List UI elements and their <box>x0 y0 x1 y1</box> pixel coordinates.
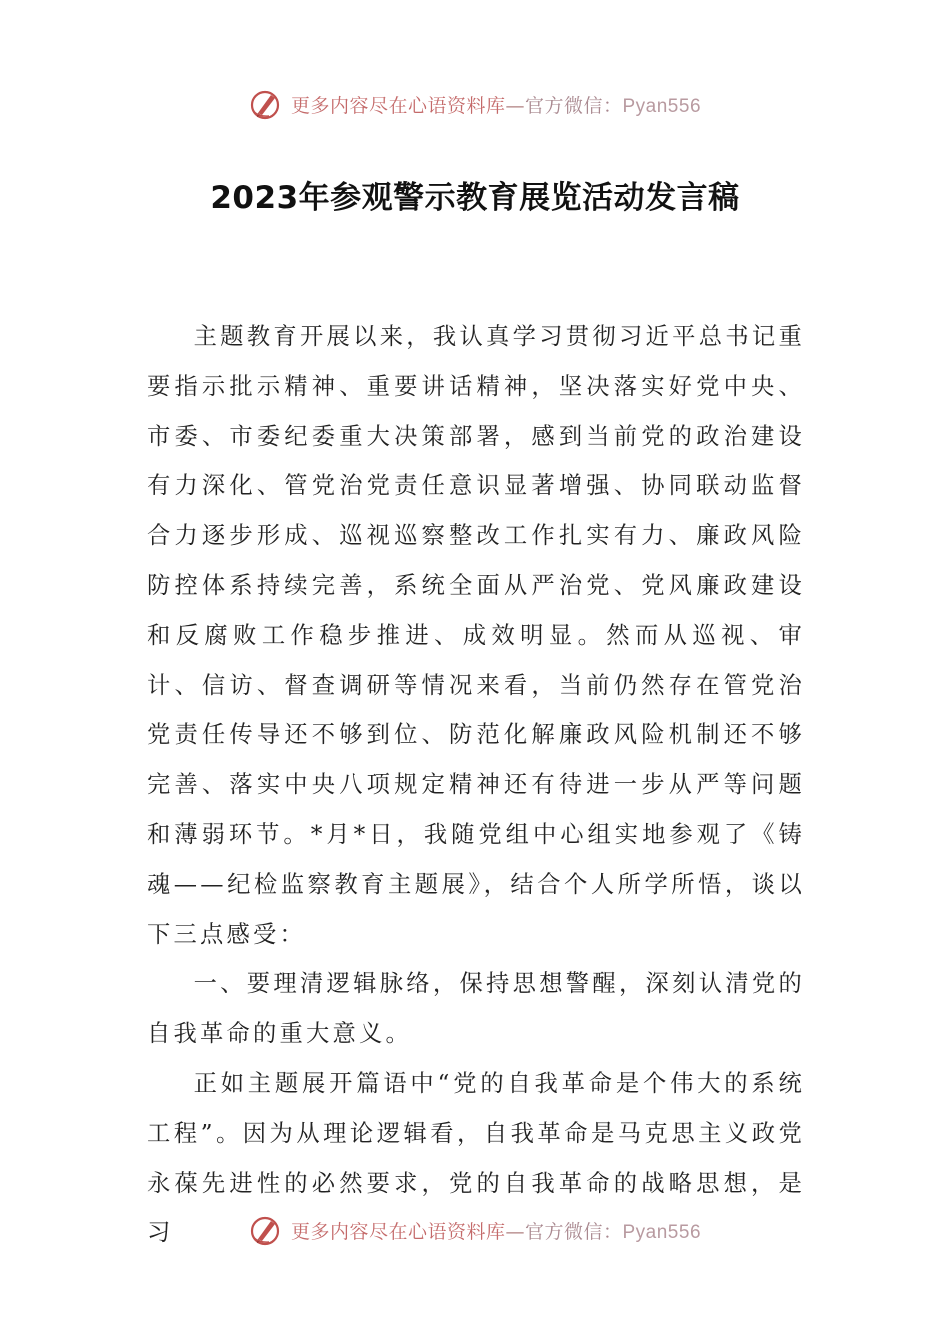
watermark-official: 官方微信： <box>524 1220 623 1243</box>
paragraph: 一、要理清逻辑脉络，保持思想警醒，深刻认清党的自我革命的重大意义。 <box>147 970 805 1048</box>
document-body <box>147 312 805 1258</box>
pen-circle-logo-icon <box>249 87 283 121</box>
paragraph: 正如主题展开篇语中“党的自我革命是个伟大的系统工程”。因为从理论逻辑看，自我革命是马克思主义政党永葆先进性的必然要求，党的自我革命的战略思想，是习 <box>147 1069 805 1247</box>
watermark-footer <box>0 1208 950 1252</box>
document-title: 2023年参观警示教育展览活动发言稿 <box>210 180 740 216</box>
pen-circle-logo-icon <box>249 1213 283 1247</box>
watermark-text <box>291 1217 701 1244</box>
watermark-text <box>291 91 701 118</box>
watermark-account: Pyan556 <box>622 1221 702 1243</box>
watermark-main: 更多内容尽在心语资料库 <box>290 94 506 117</box>
watermark-account: Pyan556 <box>622 95 702 117</box>
watermark-separator: — <box>505 1220 525 1243</box>
watermark-official: 官方微信： <box>524 94 623 117</box>
watermark-main: 更多内容尽在心语资料库 <box>290 1220 506 1243</box>
paragraph: 主题教育开展以来，我认真学习贯彻习近平总书记重要指示批示精神、重要讲话精神，坚决落实好党中央、市委、市委纪委重大决策部署，感到当前党的政治建设有力深化、管党治党责任意识显著增强、协同联动监督合力逐步形成、巡视巡察整改工作扎实有力、廉政风险防控体系持续完善，系统全面从严治党、党风廉政建设和反腐败工作稳步推进、成效明显。然而从巡视、审计、信访、督查调研等情况来看，当前仍然存在管党治党责任传导还不够到位、防范化解廉政风险机制还不够完善、落实中央八项规定精神还有待进一步从严等问题和薄弱环节。*月*日，我随党组中心组实地参观了《铸魂——纪检监察教育主题展》，结合个人所学所悟，谈以下三点感受： <box>147 323 805 948</box>
watermark-header <box>0 82 950 126</box>
watermark-separator: — <box>505 94 525 117</box>
